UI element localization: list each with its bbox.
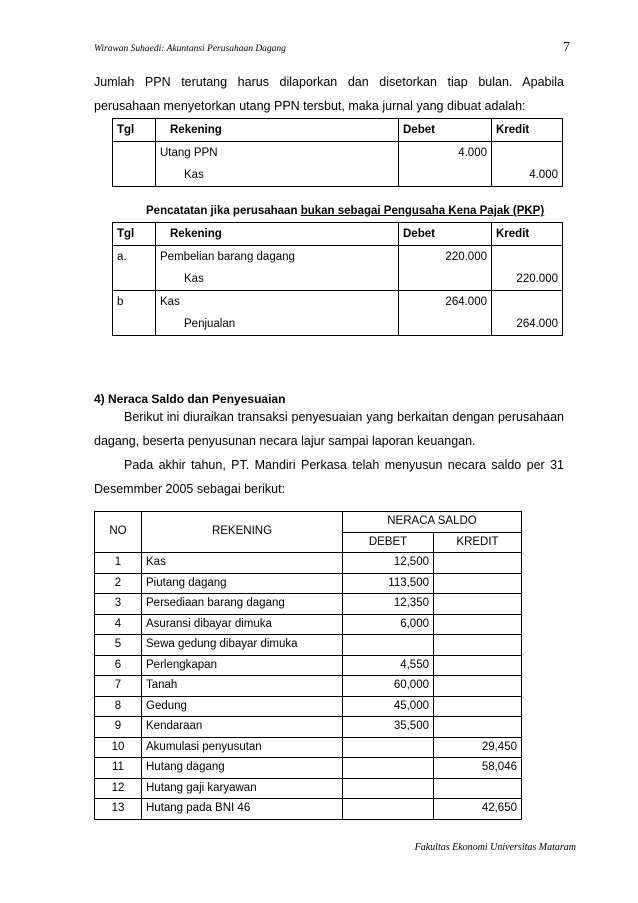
row-debet — [343, 778, 434, 799]
account: Pembelian barang dagang — [156, 246, 399, 269]
col-tgl: Tgl — [113, 223, 156, 246]
row-rekening: Akumulasi penyusutan — [142, 737, 343, 758]
row-no: 3 — [95, 594, 142, 615]
neraca-saldo-table — [94, 511, 522, 820]
row-debet: 113,500 — [343, 573, 434, 594]
row-rekening: Hutang gaji karyawan — [142, 778, 343, 799]
row-kredit — [434, 553, 522, 574]
col-rekening: REKENING — [142, 512, 343, 553]
row-rekening: Sewa gedung dibayar dimuka — [142, 635, 343, 656]
table-row — [95, 573, 522, 594]
table-row — [95, 758, 522, 779]
row-kredit — [434, 594, 522, 615]
account: Penjualan — [156, 313, 399, 336]
section-paragraph-1: Berikut ini diuraikan transaksi penyesuaian yang berkaitan dengan perusahaan dagang, beserta penyusunan necara lajur sampai laporan keuangan. — [94, 410, 564, 448]
row-kredit — [434, 778, 522, 799]
page-number: 7 — [563, 40, 570, 55]
kredit-value: 4.000 — [492, 164, 563, 187]
row-no: 2 — [95, 573, 142, 594]
table-row — [95, 676, 522, 697]
account: Kas — [156, 164, 399, 187]
row-debet — [343, 635, 434, 656]
col-debet: Debet — [399, 119, 492, 142]
row-debet: 45,000 — [343, 696, 434, 717]
row-no: 7 — [95, 676, 142, 697]
col-debet: Debet — [399, 223, 492, 246]
col-kredit: Kredit — [492, 119, 563, 142]
col-kredit: Kredit — [492, 223, 563, 246]
account: Kas — [156, 268, 399, 291]
row-kredit — [434, 696, 522, 717]
row-no: 11 — [95, 758, 142, 779]
table-row — [95, 553, 522, 574]
row-no: 12 — [95, 778, 142, 799]
table-row — [95, 717, 522, 738]
journal-caption: Pencatatan jika perusahaan bukan sebagai Pengusaha Kena Pajak (PKP) — [146, 205, 545, 217]
row-no: 1 — [95, 553, 142, 574]
journal-table-non-pkp — [112, 222, 563, 336]
table-row — [95, 737, 522, 758]
col-kredit: KREDIT — [434, 532, 522, 553]
col-rekening: Rekening — [156, 223, 399, 246]
table-row — [95, 614, 522, 635]
intro-paragraph: Jumlah PPN terutang harus dilaporkan dan disetorkan tiap bulan. Apabila perusahaan menyetorkan utang PPN tersbut, maka jurnal yang dibuat adalah: — [94, 75, 564, 113]
table-row — [95, 799, 522, 820]
row-no: 9 — [95, 717, 142, 738]
row-no: 13 — [95, 799, 142, 820]
row-rekening: Asuransi dibayar dimuka — [142, 614, 343, 635]
row-kredit — [434, 573, 522, 594]
row-debet: 12,350 — [343, 594, 434, 615]
table-row — [95, 778, 522, 799]
row-rekening: Kas — [142, 553, 343, 574]
running-header: Wirawan Suhaedi: Akuntansi Perusahaan Dagang — [94, 44, 286, 54]
section-paragraph-2: Pada akhir tahun, PT. Mandiri Perkasa telah menyusun necara saldo per 31 Desemmber 2005 sebagai berikut: — [94, 458, 564, 496]
row-no: 6 — [95, 655, 142, 676]
account: Kas — [156, 291, 399, 314]
footer: Fakultas Ekonomi Universitas Mataram — [414, 842, 576, 853]
row-debet — [343, 737, 434, 758]
row-debet: 6,000 — [343, 614, 434, 635]
row-kredit: 42,650 — [434, 799, 522, 820]
row-debet: 12,500 — [343, 553, 434, 574]
col-neraca-saldo: NERACA SALDO — [343, 512, 522, 533]
row-no: 4 — [95, 614, 142, 635]
col-rekening: Rekening — [156, 119, 399, 142]
row-kredit — [434, 635, 522, 656]
row-rekening: Kendaraan — [142, 717, 343, 738]
entry-date: b — [113, 291, 156, 314]
row-no: 10 — [95, 737, 142, 758]
table-row — [95, 635, 522, 656]
table-row — [95, 696, 522, 717]
row-kredit: 29,450 — [434, 737, 522, 758]
row-rekening: Persediaan barang dagang — [142, 594, 343, 615]
row-rekening: Hutang pada BNI 46 — [142, 799, 343, 820]
col-tgl: Tgl — [113, 119, 156, 142]
section-heading: 4) Neraca Saldo dan Penyesuaian — [94, 392, 286, 406]
row-rekening: Hutang dagang — [142, 758, 343, 779]
entry-date: a. — [113, 246, 156, 269]
row-rekening: Piutang dagang — [142, 573, 343, 594]
debet-value: 264.000 — [399, 291, 492, 314]
row-rekening: Tanah — [142, 676, 343, 697]
debet-value: 4.000 — [399, 142, 492, 165]
row-rekening: Perlengkapan — [142, 655, 343, 676]
table-row — [95, 655, 522, 676]
row-debet — [343, 758, 434, 779]
row-rekening: Gedung — [142, 696, 343, 717]
col-no: NO — [95, 512, 142, 553]
col-debet: DEBET — [343, 532, 434, 553]
row-debet: 35,500 — [343, 717, 434, 738]
account: Utang PPN — [156, 142, 399, 165]
row-no: 8 — [95, 696, 142, 717]
debet-value: 220.000 — [399, 246, 492, 269]
kredit-value: 264.000 — [492, 313, 563, 336]
row-kredit — [434, 655, 522, 676]
row-debet: 60,000 — [343, 676, 434, 697]
kredit-value: 220.000 — [492, 268, 563, 291]
row-kredit — [434, 614, 522, 635]
row-no: 5 — [95, 635, 142, 656]
row-kredit: 58,046 — [434, 758, 522, 779]
row-debet — [343, 799, 434, 820]
row-debet: 4,550 — [343, 655, 434, 676]
journal-table-ppn — [112, 118, 563, 187]
row-kredit — [434, 676, 522, 697]
row-kredit — [434, 717, 522, 738]
table-row — [95, 594, 522, 615]
